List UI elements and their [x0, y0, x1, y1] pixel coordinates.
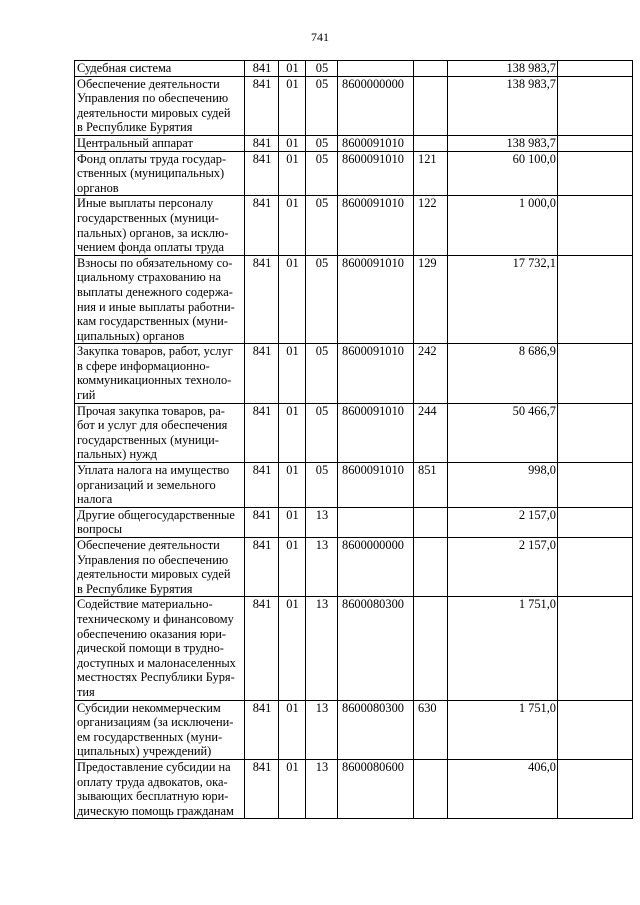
cell-subsection: 13 — [306, 507, 338, 537]
cell-grbs: 841 — [245, 463, 279, 508]
cell-empty — [558, 344, 633, 403]
cell-name-line: организациям (за исключени- — [77, 715, 234, 730]
cell-empty — [558, 255, 633, 344]
cell-name-line: ципальных) органов — [77, 328, 185, 343]
cell-grbs: 841 — [245, 135, 279, 151]
cell-name-line: бот и услуг для обеспечения — [77, 418, 228, 433]
cell-name-line: ципальных) учреждений) — [77, 744, 212, 759]
page-number: 741 — [311, 30, 329, 44]
cell-grbs: 841 — [245, 151, 279, 196]
cell-target-article: 8600080300 — [338, 700, 414, 759]
cell-expense-type — [414, 597, 448, 700]
cell-expense-type — [414, 61, 448, 77]
cell-name-line: дической помощи в трудно- — [77, 641, 224, 656]
cell-empty — [558, 759, 633, 818]
cell-name-line: Судебная система — [77, 61, 172, 75]
cell-name-line: Управления по обеспечению — [77, 552, 229, 567]
cell-expense-type: 129 — [414, 255, 448, 344]
cell-expense-type — [414, 76, 448, 135]
cell-amount: 138 983,7 — [448, 61, 558, 77]
cell-subsection: 05 — [306, 255, 338, 344]
cell-grbs: 841 — [245, 61, 279, 77]
cell-subsection: 05 — [306, 61, 338, 77]
cell-target-article: 8600080300 — [338, 597, 414, 700]
cell-section: 01 — [279, 151, 306, 196]
cell-subsection: 05 — [306, 76, 338, 135]
cell-expense-type: 122 — [414, 196, 448, 255]
cell-name-line: Обеспечение деятельности — [77, 76, 220, 91]
cell-grbs: 841 — [245, 700, 279, 759]
cell-subsection: 05 — [306, 403, 338, 462]
cell-name-line: техническому и финансовому — [77, 611, 234, 626]
cell-grbs: 841 — [245, 255, 279, 344]
table-row — [75, 700, 633, 759]
cell-name — [75, 597, 245, 700]
cell-name-line: деятельности мировых судей — [77, 567, 231, 582]
cell-name-line: Прочая закупка товаров, ра- — [77, 403, 225, 418]
cell-expense-type: 121 — [414, 151, 448, 196]
cell-subsection: 13 — [306, 597, 338, 700]
cell-target-article — [338, 61, 414, 77]
cell-name-line: в сфере информационно- — [77, 358, 210, 373]
cell-name — [75, 538, 245, 597]
cell-name-line: вопросы — [77, 522, 123, 537]
cell-amount: 138 983,7 — [448, 135, 558, 151]
cell-section: 01 — [279, 255, 306, 344]
cell-section: 01 — [279, 700, 306, 759]
table-row — [75, 463, 633, 508]
table-row — [75, 507, 633, 537]
cell-empty — [558, 135, 633, 151]
cell-name-line: чением фонда оплаты труда — [77, 240, 225, 255]
cell-name — [75, 403, 245, 462]
cell-subsection: 05 — [306, 196, 338, 255]
cell-name-line: в Республике Бурятия — [77, 581, 193, 596]
cell-subsection: 05 — [306, 151, 338, 196]
table-row — [75, 759, 633, 818]
cell-amount: 138 983,7 — [448, 76, 558, 135]
cell-amount: 2 157,0 — [448, 507, 558, 537]
table-row — [75, 135, 633, 151]
cell-subsection: 05 — [306, 344, 338, 403]
cell-name-line: Закупка товаров, работ, услуг — [77, 344, 233, 359]
cell-name-line: деятельности мировых судей — [77, 105, 231, 120]
cell-name-line: Субсидии некоммерческим — [77, 700, 221, 715]
cell-grbs: 841 — [245, 76, 279, 135]
cell-amount: 8 686,9 — [448, 344, 558, 403]
cell-name — [75, 507, 245, 537]
cell-name-line: Другие общегосударственные — [77, 507, 235, 522]
cell-name-line: Взносы по обязательному со- — [77, 255, 233, 270]
cell-name-line: оплату труда адвокатов, ока- — [77, 774, 228, 789]
cell-expense-type — [414, 759, 448, 818]
cell-empty — [558, 597, 633, 700]
table-row — [75, 538, 633, 597]
cell-empty — [558, 507, 633, 537]
cell-name-line: доступных и малонаселенных — [77, 655, 236, 670]
cell-amount: 998,0 — [448, 463, 558, 508]
cell-section: 01 — [279, 135, 306, 151]
cell-grbs: 841 — [245, 344, 279, 403]
cell-empty — [558, 196, 633, 255]
table-row — [75, 403, 633, 462]
budget-table — [74, 60, 633, 819]
table-body — [75, 61, 633, 819]
cell-name-line: органов — [77, 180, 119, 195]
cell-section: 01 — [279, 759, 306, 818]
cell-target-article: 8600091010 — [338, 463, 414, 508]
cell-grbs: 841 — [245, 196, 279, 255]
cell-name-line: зывающих бесплатную юри- — [77, 789, 229, 804]
cell-section: 01 — [279, 403, 306, 462]
table-row — [75, 196, 633, 255]
cell-section: 01 — [279, 507, 306, 537]
cell-name-line: ственных (муниципальных) — [77, 166, 225, 181]
cell-grbs: 841 — [245, 597, 279, 700]
cell-subsection: 13 — [306, 759, 338, 818]
cell-amount: 1 751,0 — [448, 700, 558, 759]
cell-section: 01 — [279, 538, 306, 597]
cell-name-line: Содействие материально- — [77, 597, 213, 612]
cell-name-line: дическую помощь гражданам — [77, 803, 234, 818]
cell-name-line: в Республике Бурятия — [77, 120, 193, 135]
cell-name-line: коммуникационных техноло- — [77, 373, 232, 388]
cell-target-article: 8600091010 — [338, 196, 414, 255]
cell-section: 01 — [279, 463, 306, 508]
cell-target-article: 8600091010 — [338, 255, 414, 344]
cell-expense-type: 851 — [414, 463, 448, 508]
table-row — [75, 255, 633, 344]
cell-name — [75, 196, 245, 255]
cell-grbs: 841 — [245, 403, 279, 462]
cell-name — [75, 463, 245, 508]
cell-amount: 1 751,0 — [448, 597, 558, 700]
cell-grbs: 841 — [245, 759, 279, 818]
cell-grbs: 841 — [245, 507, 279, 537]
cell-subsection: 05 — [306, 463, 338, 508]
cell-name-line: Центральный аппарат — [77, 135, 193, 150]
cell-empty — [558, 538, 633, 597]
cell-empty — [558, 700, 633, 759]
cell-name-line: местностях Республики Буря- — [77, 670, 235, 685]
table-row — [75, 151, 633, 196]
cell-name-line: Предоставление субсидии на — [77, 759, 231, 774]
cell-name-line: государственных (муници- — [77, 210, 219, 225]
cell-name-line: пальных) нужд — [77, 447, 157, 462]
cell-name-line: Управления по обеспечению — [77, 91, 229, 106]
cell-name-line: выплаты денежного содержа- — [77, 284, 233, 299]
cell-grbs: 841 — [245, 538, 279, 597]
cell-name-line: государственных (муници- — [77, 432, 219, 447]
cell-name-line: пальных) органов, за исклю- — [77, 225, 229, 240]
cell-empty — [558, 76, 633, 135]
cell-subsection: 13 — [306, 700, 338, 759]
cell-name-line: тия — [77, 684, 95, 699]
cell-expense-type: 630 — [414, 700, 448, 759]
cell-target-article: 8600000000 — [338, 538, 414, 597]
cell-section: 01 — [279, 196, 306, 255]
cell-target-article — [338, 507, 414, 537]
cell-amount: 1 000,0 — [448, 196, 558, 255]
cell-name-line: кам государственных (муни- — [77, 314, 228, 329]
cell-name — [75, 255, 245, 344]
cell-name — [75, 759, 245, 818]
cell-target-article: 8600091010 — [338, 151, 414, 196]
table-row — [75, 76, 633, 135]
cell-target-article: 8600091010 — [338, 135, 414, 151]
table-row — [75, 61, 633, 77]
cell-amount: 17 732,1 — [448, 255, 558, 344]
table-row — [75, 597, 633, 700]
cell-expense-type: 244 — [414, 403, 448, 462]
cell-expense-type: 242 — [414, 344, 448, 403]
cell-target-article: 8600091010 — [338, 344, 414, 403]
cell-section: 01 — [279, 76, 306, 135]
cell-name-line: циальному страхованию на — [77, 270, 222, 285]
cell-section: 01 — [279, 597, 306, 700]
cell-target-article: 8600080600 — [338, 759, 414, 818]
cell-name — [75, 135, 245, 151]
cell-empty — [558, 463, 633, 508]
cell-name-line: гий — [77, 388, 96, 403]
cell-target-article: 8600091010 — [338, 403, 414, 462]
table-row — [75, 344, 633, 403]
cell-name-line: Обеспечение деятельности — [77, 538, 220, 552]
cell-name-line: Фонд оплаты труда государ- — [77, 151, 227, 166]
cell-amount: 60 100,0 — [448, 151, 558, 196]
cell-name-line: ния и иные выплаты работни- — [77, 299, 235, 314]
cell-empty — [558, 61, 633, 77]
cell-name-line: налога — [77, 492, 113, 507]
cell-name — [75, 151, 245, 196]
cell-section: 01 — [279, 61, 306, 77]
cell-empty — [558, 151, 633, 196]
cell-expense-type — [414, 135, 448, 151]
cell-target-article: 8600000000 — [338, 76, 414, 135]
cell-section: 01 — [279, 344, 306, 403]
cell-name-line: ем государственных (муни- — [77, 729, 223, 744]
cell-empty — [558, 403, 633, 462]
cell-expense-type — [414, 507, 448, 537]
cell-subsection: 13 — [306, 538, 338, 597]
cell-name — [75, 61, 245, 77]
cell-name — [75, 344, 245, 403]
cell-expense-type — [414, 538, 448, 597]
cell-amount: 50 466,7 — [448, 403, 558, 462]
cell-name-line: Иные выплаты персоналу — [77, 196, 214, 211]
cell-amount: 2 157,0 — [448, 538, 558, 597]
cell-subsection: 05 — [306, 135, 338, 151]
cell-name-line: организаций и земельного — [77, 477, 216, 492]
cell-name-line: Уплата налога на имущество — [77, 463, 230, 478]
cell-name — [75, 76, 245, 135]
cell-name-line: обеспечению оказания юри- — [77, 626, 227, 641]
cell-amount: 406,0 — [448, 759, 558, 818]
cell-name — [75, 700, 245, 759]
